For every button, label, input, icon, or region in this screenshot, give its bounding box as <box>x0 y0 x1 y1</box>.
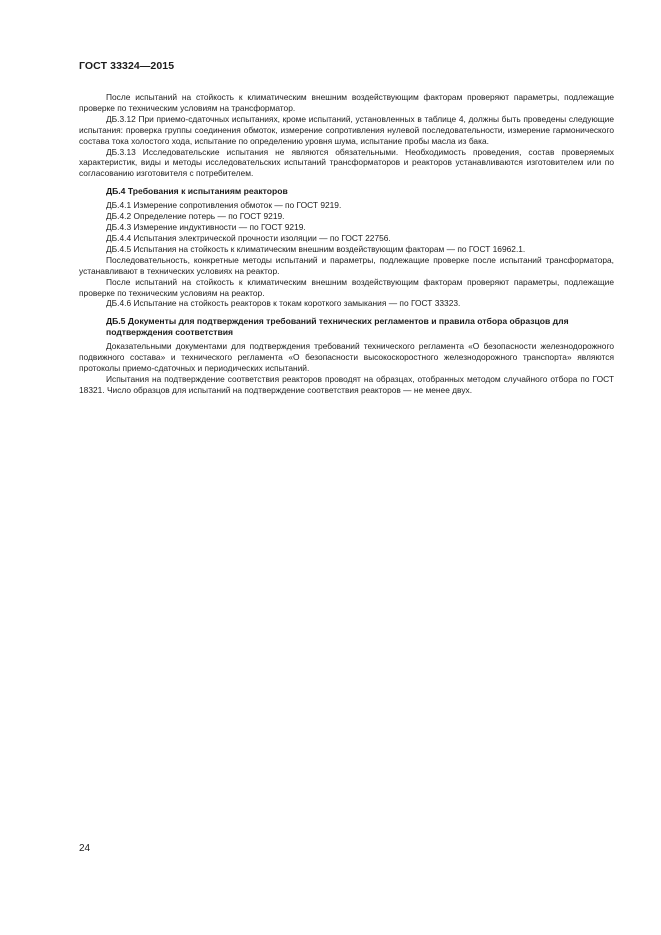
paragraph-db-4-5: ДБ.4.5 Испытания на стойкость к климатическим внешним воздействующим факторам — по ГОСТ 16962.1. <box>106 243 526 254</box>
paragraph-db-3-13: ДБ.3.13 Исследовательские испытания не являются обязательными. Необходимость проведения, состав проверяемых характеристик, виды и методы исследовательских испытаний трансформаторов и реакторов устанавливаются изготовителем или по согласованию изготовителя с потребителем. <box>79 146 614 179</box>
section-heading-db-4: ДБ.4 Требования к испытаниям реакторов <box>106 186 288 197</box>
page-number: 24 <box>79 843 91 854</box>
paragraph-db-4-3: ДБ.4.3 Измерение индуктивности — по ГОСТ 9219. <box>106 222 306 233</box>
paragraph-db-3-12: ДБ.3.12 При приемо-сдаточных испытаниях, кроме испытаний, установленных в таблице 4, должны быть проведены следующие испытания: проверка группы соединения обмоток, измерение сопротивления нулевой последовательности, измерение гармонического состава тока холостого хода, испытание по определению уровня шума, испытание пробы масла из бака. <box>79 113 614 146</box>
paragraph-climatic-check-transformer: После испытаний на стойкость к климатическим внешним воздействующим факторам проверяют параметры, подлежащие проверке по техническим условиям на трансформатор. <box>79 92 614 113</box>
paragraph-evidence-documents: Доказательными документами для подтверждения требований технического регламента «О безопасности железнодорожного подвижного состава» и технического регламента «О безопасности высокоскоростного железнодорожного транспорта» являются протоколы приемо-сдаточных и периодических испытаний. <box>79 341 614 374</box>
paragraph-db-4-6: ДБ.4.6 Испытание на стойкость реакторов к токам короткого замыкания — по ГОСТ 33323. <box>106 298 461 309</box>
section-heading-db-5: ДБ.5 Документы для подтверждения требований технических регламентов и правила отбора образцов для подтверждения соответствия <box>106 316 569 338</box>
paragraph-climatic-check-reactor: После испытаний на стойкость к климатическим внешним воздействующим факторам проверяют параметры, подлежащие проверке по техническим условиям на реактор. <box>79 276 614 298</box>
standard-code-header: ГОСТ 33324—2015 <box>79 60 175 72</box>
paragraph-db-4-1: ДБ.4.1 Измерение сопротивления обмоток — по ГОСТ 9219. <box>106 200 342 211</box>
paragraph-db-4-4: ДБ.4.4 Испытания электрической прочности изоляции — по ГОСТ 22756. <box>106 232 391 243</box>
paragraph-sequence-methods: Последовательность, конкретные методы испытаний и параметры, подлежащие проверке после испытаний трансформатора, устанавливают в технических условиях на реактор. <box>79 254 614 276</box>
paragraph-db-4-2: ДБ.4.2 Определение потерь — по ГОСТ 9219. <box>106 211 285 222</box>
document-body <box>79 92 614 396</box>
paragraph-sampling-rules: Испытания на подтверждение соответствия реакторов проводят на образцах, отобранных методом случайного отбора по ГОСТ 18321. Число образцов для испытаний на подтверждение соответствия реакторов — не менее двух. <box>79 374 614 395</box>
